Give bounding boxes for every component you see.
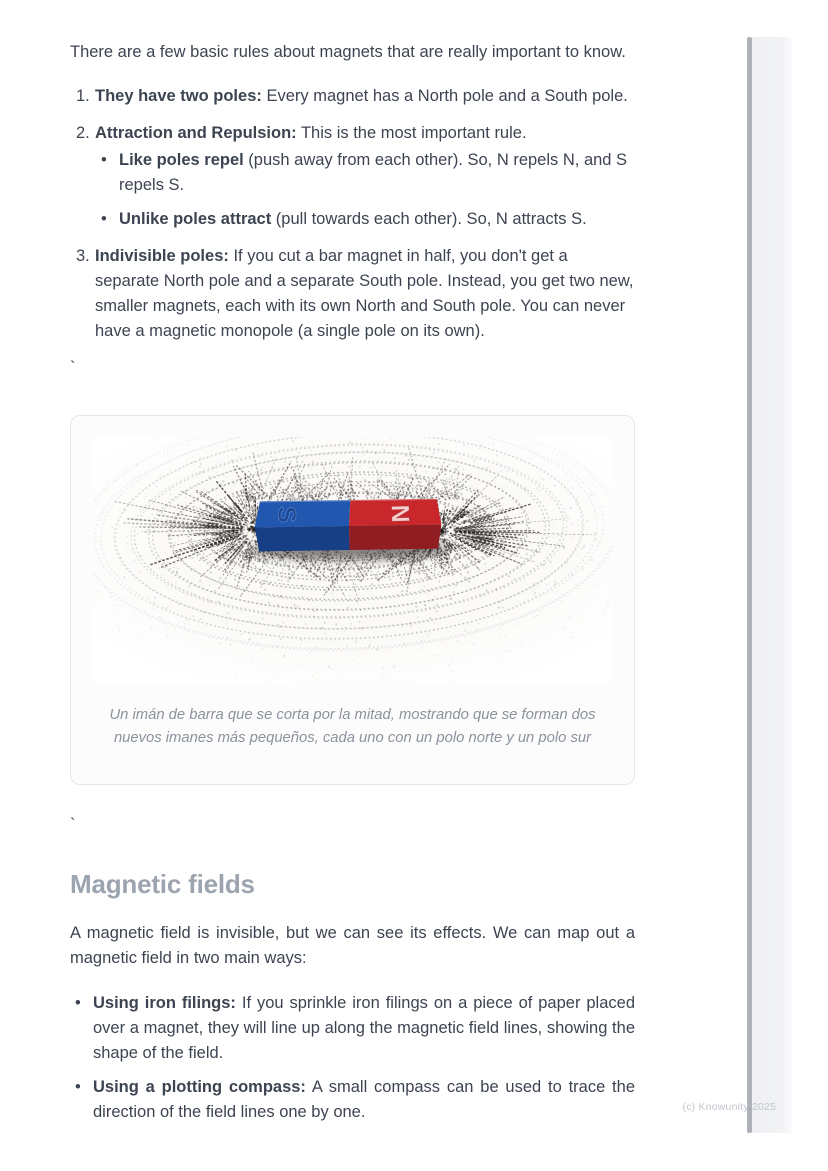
figure-caption: Un imán de barra que se corta por la mitad, mostrando que se forman dos nuevos imanes más pequeños, cada uno con un polo norte y un polo sur — [109, 707, 596, 746]
adjacent-page-preview — [752, 37, 792, 1133]
list-item — [75, 1075, 635, 1125]
stray-backtick: ` — [70, 816, 76, 834]
list-item — [101, 207, 635, 232]
list-item-text: (pull towards each other). So, N attracts S. — [271, 210, 587, 228]
attraction-repulsion-sublist — [95, 148, 635, 232]
magnet-photo[interactable] — [92, 437, 613, 684]
magnet-rules-list — [70, 84, 635, 344]
stray-backtick: ` — [70, 359, 76, 377]
list-item-text: This is the most important rule. — [296, 124, 527, 142]
list-item — [76, 121, 635, 232]
list-item-bold: Unlike poles attract — [119, 210, 272, 228]
page-edge-divider — [747, 37, 752, 1133]
bullet-icon: • — [101, 151, 107, 169]
list-item-bold: Using iron filings: — [93, 994, 236, 1012]
bullet-icon: • — [75, 994, 81, 1012]
list-item — [75, 991, 635, 1066]
figure-card — [70, 415, 635, 785]
field-mapping-list — [70, 991, 635, 1125]
bullet-icon: • — [75, 1078, 81, 1096]
list-item — [101, 148, 635, 198]
photo-vignette — [92, 437, 613, 684]
list-item-bold: They have two poles: — [95, 87, 262, 105]
section-heading: Magnetic fields — [70, 869, 255, 899]
list-item-bold: Attraction and Repulsion: — [95, 124, 297, 142]
section-paragraph: A magnetic field is invisible, but we can see its effects. We can map out a magnetic field in two main ways: — [70, 924, 635, 967]
document-content — [70, 40, 635, 1134]
list-item-bold: Indivisible poles: — [95, 247, 229, 265]
list-number: 2. — [76, 124, 90, 142]
list-item — [76, 84, 635, 109]
list-item — [76, 244, 635, 344]
intro-paragraph: There are a few basic rules about magnets that are really important to know. — [70, 43, 626, 61]
list-item-text: A small compass can be used to trace the direction of the field lines one by one. — [93, 1078, 635, 1121]
list-item-text: Every magnet has a North pole and a South pole. — [261, 87, 628, 105]
list-item-text: If you cut a bar magnet in half, you don't get a separate North pole and a separate South pole. Instead, you get two new, smaller magnets, each with its own North and South pole. You can never have a magnetic monopole (a single pole on its own). — [95, 247, 634, 340]
watermark: (c) Knowunity 2025 — [682, 1101, 776, 1113]
bullet-icon: • — [101, 210, 107, 228]
list-item-text: If you sprinkle iron filings on a piece of paper placed over a magnet, they will line up along the magnetic field lines, showing the shape of the field. — [93, 994, 636, 1062]
list-item-text: (push away from each other). So, N repels N, and S repels S. — [119, 151, 628, 194]
list-item-bold: Like poles repel — [119, 151, 244, 169]
magnet-photo-svg — [92, 437, 613, 684]
list-number: 1. — [76, 87, 90, 105]
list-item-bold: Using a plotting compass: — [93, 1078, 306, 1096]
list-number: 3. — [76, 247, 90, 265]
